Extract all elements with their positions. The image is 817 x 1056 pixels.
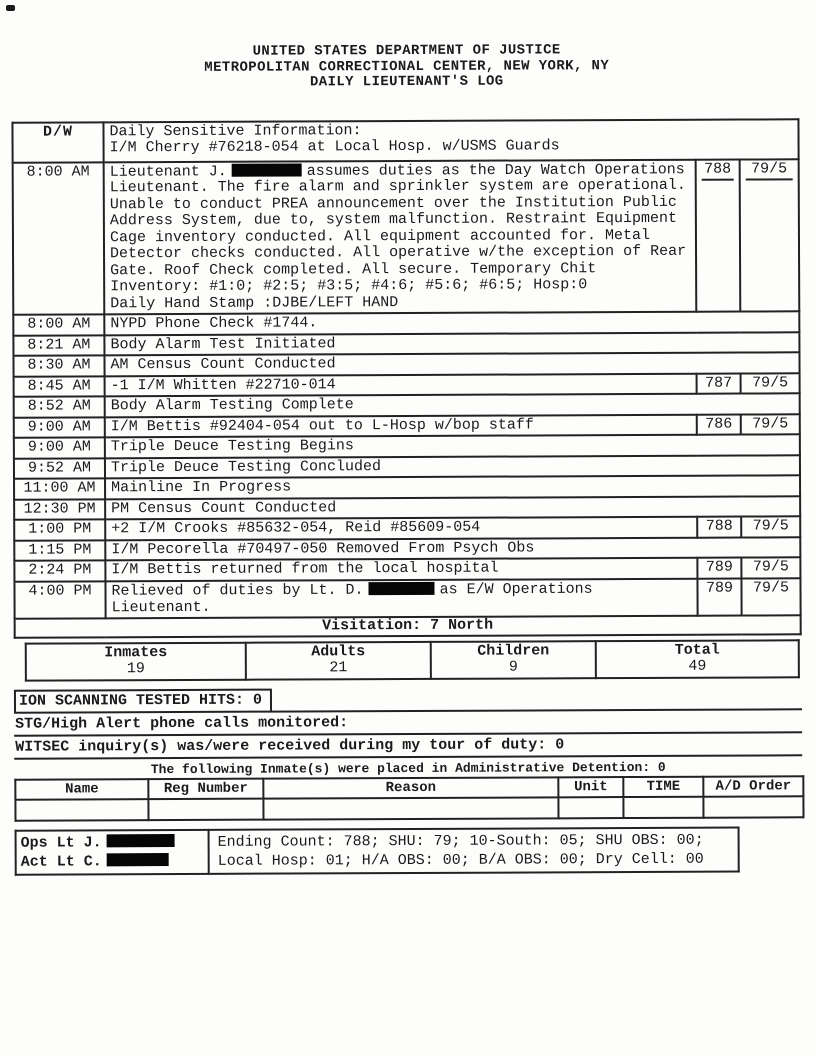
stat-value: 49 xyxy=(688,657,707,675)
lieutenant-log-table xyxy=(11,118,801,639)
log-entry: PM Census Count Conducted xyxy=(105,496,800,520)
log-time: 8:52 AM xyxy=(14,397,105,418)
log-row xyxy=(13,159,800,315)
log-entry: +2 I/M Crooks #85632-054, Reid #85609-054 xyxy=(105,517,697,540)
admin-detention-table xyxy=(14,775,804,821)
count-cell: 787 xyxy=(697,374,741,395)
log-time: 9:00 AM xyxy=(14,417,105,438)
count-cell: 788 xyxy=(696,159,741,312)
count-cell: 786 xyxy=(697,415,741,436)
log-time: 12:30 PM xyxy=(14,499,105,520)
sensitive-info-line1: Daily Sensitive Information: xyxy=(109,121,362,140)
sensitive-info-cell xyxy=(103,119,798,162)
log-entry: I/M Bettis #92404-054 out to L-Hosp w/bop staff xyxy=(105,415,697,438)
log-entry-text-post: assumes duties as the Day Watch Operations Lieutenant. The fire alarm and sprinkler system are operational. Unable to conduct PREA announcement over the Institution Public Address System, due to, system malfunction. Restraint Equipment Cage inventory conducted. All equipment accounted for. Metal Detector checks conducted. All operative w/the exception of Rear Gate. Roof Check completed. All secure. Temporary Chit Inventory: #1:0; #2:5; #3:5; #4:6; #5:6; #6:5; Hosp:0 xyxy=(109,160,687,296)
log-row-watch xyxy=(12,119,798,162)
ops-lt-signature-line xyxy=(21,833,204,853)
log-time: 4:00 PM xyxy=(14,581,105,619)
log-time: 2:24 PM xyxy=(14,561,105,582)
log-entry-text-post: as E/W Operations Lieutenant. xyxy=(111,580,593,617)
signature-count-block xyxy=(15,826,740,875)
col-header-unit: Unit xyxy=(558,777,623,797)
ending-count-line1: Ending Count: 788; SHU: 79; 10-South: 05; SHU OBS: 00; xyxy=(217,831,704,851)
ops-lt-label: Ops Lt J. xyxy=(20,834,102,852)
document-header xyxy=(0,0,815,92)
stat-children xyxy=(431,641,596,679)
admin-detention-caption: The following Inmate(s) were placed in Administrative Detention: 0 xyxy=(150,759,666,778)
log-time: 8:21 AM xyxy=(13,335,104,356)
col-header-reg-number: Reg Number xyxy=(148,779,263,800)
log-time: 1:15 PM xyxy=(14,540,105,561)
col-header-name: Name xyxy=(15,779,148,800)
count-cell: 788 xyxy=(697,517,741,538)
act-lt-label: Act Lt C. xyxy=(20,853,102,871)
redaction-box xyxy=(369,582,435,595)
log-entry-text-pre: Lieutenant J. xyxy=(109,162,227,181)
ion-scanning-blank-line xyxy=(272,686,802,712)
ending-count-line2: Local Hosp: 01; H/A OBS: 00; B/A OBS: 00; Dry Cell: 00 xyxy=(217,850,704,870)
witsec-inquiry-line: WITSEC inquiry(s) was/were received during my tour of duty: 0 xyxy=(14,733,802,759)
log-entry: Triple Deuce Testing Concluded xyxy=(105,455,800,479)
act-lt-signature-line xyxy=(21,852,204,872)
shu-cell: 79/5 xyxy=(741,517,800,538)
count-cell: 789 xyxy=(697,579,741,617)
shu-cell: 79/5 xyxy=(741,558,800,579)
empty-cell xyxy=(703,796,803,817)
empty-cell xyxy=(623,797,703,818)
stat-label: Adults xyxy=(311,643,366,661)
log-entry: Body Alarm Testing Complete xyxy=(105,394,800,418)
signature-cell xyxy=(16,830,209,875)
log-time: 8:45 AM xyxy=(14,376,105,397)
empty-cell xyxy=(148,799,263,821)
stat-value: 21 xyxy=(329,659,348,677)
log-time: 8:00 AM xyxy=(13,162,105,315)
shu-cell: 79/5 xyxy=(740,159,800,312)
log-entry: -1 I/M Whitten #22710-014 xyxy=(105,374,697,397)
hand-stamp-line: Daily Hand Stamp :DJBE/LEFT HAND xyxy=(110,294,399,313)
log-time: 1:00 PM xyxy=(14,520,105,541)
ending-count-cell xyxy=(209,828,739,874)
stat-value: 9 xyxy=(508,658,518,676)
log-time: 8:30 AM xyxy=(13,356,104,377)
signature-count-row xyxy=(16,828,739,875)
stat-total xyxy=(596,640,799,678)
visitation-label: Visitation: 7 North xyxy=(15,616,801,638)
stat-inmates xyxy=(26,643,246,681)
log-time: 11:00 AM xyxy=(14,479,105,500)
ion-scanning-label: ION SCANNING TESTED HITS: 0 xyxy=(14,689,272,714)
sensitive-info-line2: I/M Cherry #76218-054 at Local Hosp. w/USMS Guards xyxy=(109,137,560,157)
log-entry: Body Alarm Test Initiated xyxy=(104,332,799,356)
shu-cell: 79/5 xyxy=(741,414,800,435)
col-header-reason: Reason xyxy=(263,777,558,798)
stat-label: Children xyxy=(477,642,550,660)
log-entry: Triple Deuce Testing Begins xyxy=(105,435,800,459)
stat-label: Total xyxy=(674,641,720,659)
log-time: 8:00 AM xyxy=(13,315,104,336)
count-cell: 789 xyxy=(697,558,741,579)
log-row xyxy=(14,578,800,619)
log-entry: NYPD Phone Check #1744. xyxy=(104,312,799,336)
shu-cell: 79/5 xyxy=(741,578,800,616)
empty-cell xyxy=(15,799,148,821)
redaction-box xyxy=(107,834,175,847)
log-entry-text-pre: Relieved of duties by Lt. D. xyxy=(111,581,364,600)
visitation-stats-table xyxy=(25,639,800,681)
visitation-stats-row xyxy=(26,640,799,680)
log-time: 9:00 AM xyxy=(14,438,105,459)
header-agency-line: UNITED STATES DEPARTMENT OF JUSTICE xyxy=(252,42,561,60)
log-entry: Mainline In Progress xyxy=(105,476,800,500)
shu-cell: 79/5 xyxy=(741,373,800,394)
log-entry: I/M Bettis returned from the local hospital xyxy=(105,558,697,581)
stg-monitored-line: STG/High Alert phone calls monitored: xyxy=(14,710,802,736)
col-header-time: TIME xyxy=(623,777,703,797)
col-header-ad-order: A/D Order xyxy=(703,776,803,796)
watch-label: D/W xyxy=(12,122,103,162)
redaction-box xyxy=(107,854,169,867)
log-entry xyxy=(105,579,697,619)
stat-adults xyxy=(246,642,431,680)
log-time: 9:52 AM xyxy=(14,458,105,479)
visitation-row xyxy=(15,616,801,638)
stat-value: 19 xyxy=(126,660,145,678)
log-entry: I/M Pecorella #70497-050 Removed From Psych Obs xyxy=(105,537,800,561)
header-title-line: DAILY LIEUTENANT'S LOG xyxy=(309,73,504,91)
empty-cell xyxy=(558,797,623,818)
redaction-box xyxy=(232,163,302,176)
log-entry xyxy=(104,159,697,315)
ion-scanning-row xyxy=(14,686,802,713)
empty-cell xyxy=(263,797,558,819)
log-entry: AM Census Count Conducted xyxy=(104,353,799,377)
stat-label: Inmates xyxy=(104,643,168,662)
header-facility-line: METROPOLITAN CORRECTIONAL CENTER, NEW YORK, NY xyxy=(204,57,610,76)
admin-detention-empty-row xyxy=(15,796,803,820)
